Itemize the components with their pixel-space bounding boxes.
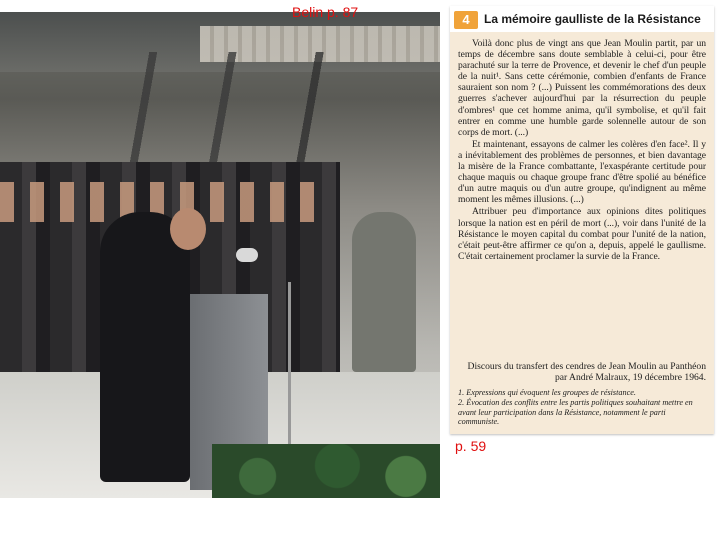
document-body	[458, 38, 706, 263]
photo-speaker-head	[170, 208, 206, 250]
document-paragraph: Et maintenant, essayons de calmer les colères d'en face². Il y a inévitablement des problèmes de personnes, et bien davantage la misère de la France combattante, l'exaspérante certitude pour chaque maquis ou chaque groupe franc d'être spolié au bénéfice d'un autre maquis ou d'un autre groupe, qu'indignent au même moment les mêmes illusions. (...)	[458, 138, 706, 206]
document-paragraph: Voilà donc plus de vingt ans que Jean Moulin partit, par un temps de décembre sans doute semblable à celui-ci, pour être parachuté sur la terre de Provence, et devenir le chef d'un peuple de la nuit¹. Sans cette cérémonie, combien d'enfants de France sauraient son nom ? (...) Puissent les commémorations des deux guerres s'achever aujourd'hui par la résurrection du peuple d'ombres¹ que cet homme anima, qu'il symbolise, et qu'il fait entrer en comme une humble garde solennelle autour de son corps de mort. (...)	[458, 38, 706, 138]
document-paragraph: Attribuer peu d'importance aux opinions dites politiques lorsque la nation est en péril de mort (...), voir dans l'unité de la Résistance le moyen capital du combat pour l'unité de la nation, c'était peut-être affirmer ce qu'on a, depuis, appelé le gaullisme. C'était certainement proclamer la survie de la France.	[458, 206, 706, 262]
document-note: 2. Évocation des conflits entre les partis politiques souhaitant mettre en avant leur participation dans la Résistance, notamment le parti communiste.	[458, 397, 693, 427]
document-number-badge: 4	[454, 11, 478, 29]
photo-mic-stand	[288, 282, 291, 452]
photo-flowers	[212, 444, 440, 498]
document-title: La mémoire gaulliste de la Résistance	[484, 12, 701, 26]
photo-microphone	[236, 248, 258, 262]
document-header	[450, 6, 714, 32]
document-notes	[458, 388, 706, 427]
ceremony-photo	[0, 12, 440, 498]
document-source: Discours du transfert des cendres de Jean Moulin au Panthéon par André Malraux, 19 décembre 1964.	[467, 361, 706, 384]
page-reference: p. 59	[455, 438, 487, 454]
photo-standing-man	[352, 212, 416, 372]
photo-speaker	[100, 212, 190, 482]
document-note: 1. Expressions qui évoquent les groupes de résistance.	[458, 388, 636, 397]
document-page	[450, 6, 714, 434]
top-caption: Belin p. 87	[292, 4, 359, 20]
